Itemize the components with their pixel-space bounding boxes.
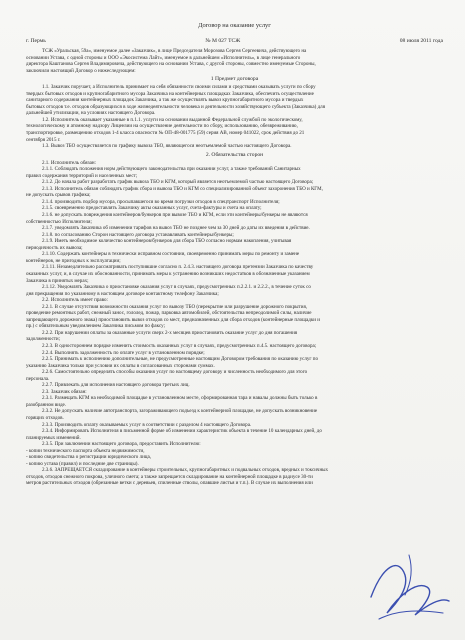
paragraph-line: 2.1.6. не допускать повреждения контейнеров/бункеров при вывозе ТБО и КГМ, если эти контейнеры/бункеры не являются [42, 212, 308, 219]
paragraph-line: основании Устава, с одной стороны и ООО «Экосистема Лайт», именуемое в дальнейшем «Исполнитель», в лице генерального [26, 54, 301, 61]
paragraph-line: технологическому и атомному надзору Лицензии на осуществление деятельности по сбору, использованию, обезвреживанию, [26, 123, 298, 130]
section-1-title: 1 Предмет договора [210, 76, 259, 83]
paragraph-line: указанию Заказчика только при условии их оплаты в согласованных сторонами суммах. [26, 362, 215, 369]
paragraph-line: бытовых отходов т.е. отходов образующихся в ходе жизнедеятельности человека и деятельности хозяйствующего субъекта (Заказчика) для [26, 103, 326, 110]
paragraph-line: 2.2.7. Привлекать для исполнения настоящего договора третьих лиц. [42, 382, 190, 389]
paragraph-line: оказанных услуг, и, в случае их обоснованности, принимать меры к устранению возникших недостатков в обозначенные указанием [26, 270, 310, 277]
document-number: № М 027 ТСЖ [205, 38, 241, 44]
paragraph-line: 2.2.2. При нарушении оплаты за оказанные услуги сверх 2-х месяцев приостановить оказание услуг до дня погашения [42, 329, 298, 336]
paragraph-line: дня прекращения по указанному в настоящем договоре контактному телефону Заказчика; [26, 290, 219, 297]
paragraph-line: 2.2.1. В случае отсутствия возможности оказания услуг по вывозу ТБО (перекрытие или разрушение дорожного покрытия, [42, 303, 308, 310]
document-intro [26, 48, 443, 74]
paragraph-line: 2.1.10. Содержать контейнеры в технически исправном состоянии, своевременно принимать меры по ремонту и замене [42, 251, 300, 258]
paragraph-line: собственностью Исполнителя; [26, 218, 92, 225]
paragraph-line: правил содержания территорий и населенных мест; [26, 172, 138, 179]
paragraph-line: отходов, отходов снежного покрова, уличного смета; а также запрещается складирование на контейнерной площадке в радиусе 30-ти [26, 473, 313, 480]
document-meta [26, 38, 443, 45]
paragraph-line: 2.2. Исполнитель имеет право: [42, 297, 108, 304]
paragraph-line: запрещающего дорожного знака) приостановить вывоз отходов со мест, предназначенных для сбора отходов (контейнерные площадки и [26, 316, 320, 323]
paragraph-line: санитарного содержания контейнерных площадок Заказчика, а так же осуществлять вывоз крупногабаритного мусора и твердых [26, 97, 304, 104]
paragraph-line: 2.3.3. Производить оплату оказываемых услуг в соответствии с разделом 4 настоящего Договора. [42, 421, 252, 428]
paragraph-line: 2.3.2. Не допускать наличие автотранспорта, загораживающего подъезд к контейнерной площадке, не допускать возникновение [42, 408, 318, 415]
section-1-body [26, 84, 443, 149]
section-2-title: 2. Обязательства сторон [205, 151, 264, 158]
document-title: Договор на оказание услуг [198, 22, 271, 29]
paragraph-line: 2.1.11. Незамедлительно рассматривать поступившие согласно п. 2.4.3. настоящего договора претензии Заказчика по качеству [42, 264, 314, 271]
paragraph-line: 2.1.8. по согласованию Сторон настоящего договора устанавливать контейнеры/бункеры; [42, 231, 234, 238]
paragraph-line: 2.3.1. Размещать КГМ на необходимой площадке в установленном месте, сформированная тара и навалы должны быть только в [42, 395, 318, 402]
paragraph-line: 1.2. Исполнитель оказывает указанные в п.1.1. услуги на основании выданной Федеральной службой по экологическому, [42, 116, 303, 123]
paragraph-line: 2.1.4. производить подбор мусора, просыпавшегося во время погрузки отходов в спецтранспорт Исполнителя; [42, 198, 280, 205]
paragraph-line: 2.1.7. уведомлять Заказчика об изменении тарифов на вывоз ТБО не позднее чем за 30 дней до даты их введения в действие. [42, 225, 310, 232]
paragraph-line: 1.1. Заказчик поручает, а Исполнитель принимает на себя обязанности своими силами и средствами оказывать услуги по сбору [42, 84, 316, 91]
paragraph-line: периодичность их вывоза; [26, 244, 83, 251]
paragraph-line: персонала. [26, 375, 50, 382]
paragraph-line: 2.1.3. Исполнитель обязан соблюдать график сбора и вывоза ТБО и КГМ со специализированной объект захоронения ТБО и КГМ, [42, 185, 323, 192]
paragraph-line: 2.1.1. Соблюдать положения норм действующего законодательства при оказании услуг, а также требований Санитарных [42, 166, 301, 173]
paragraph-line: контейнеров, не пригодных к эксплуатации; [26, 257, 121, 264]
paragraph-line: 2.1.5. своевременно предоставлять Заказчику акты оказанных услуг, счета-фактуры и счета на оплату; [42, 205, 262, 212]
paragraph-line: 2.2.5. Принимать к исполнению дополнительные, не предусмотренные настоящим Договором требования по оказанию услуг по [42, 356, 318, 363]
paragraph-line: Заказчика в принятых мерах; [26, 277, 89, 284]
paragraph-line: заключили настоящий Договор о нижеследующем: [26, 67, 136, 74]
paragraph-line: 2.1.12. Уведомлять Заказчика о приостановке оказания услуг в случаях, предусмотренных п.2.2.1. и 2.2.2., в течение суток со [42, 284, 311, 291]
paragraph-line: 2.3.6. ЗАПРЕЩАЕТСЯ складирование в контейнеры строительных, крупногабаритных и подвальных отходов, вредных и токсичных [42, 467, 329, 474]
paragraph-line: пр.) с обязательным уведомлением Заказчика письмом по факсу; [26, 323, 165, 330]
paragraph-line: 2.3.4. Информировать Исполнителя в письменной форме об изменении характеристик объекта в течение 10 календарных дней, до [42, 428, 322, 435]
paragraph-line: - копию устава (правил) и последние две страницы). [26, 460, 139, 467]
paragraph-line: разобранном виде. [26, 401, 67, 408]
paragraph-line: проведение ремонтных работ, снежный занос, гололед, пожар, парковка автомобилей, обстоятельства непреодолимой силы, наличие [26, 310, 312, 317]
paragraph-line: планируемых изменений. [26, 434, 81, 441]
paragraph-line: директора Каштанова Сергея Владимировича, действующего на основании Устава, с другой стороны, совместно именуемые Стороны, [26, 61, 316, 68]
paragraph-line: 2.1.9. Иметь необходимое количество контейнеров/бункеров для сбора ТБО согласно нормам накопления, учитывая [42, 238, 292, 245]
paragraph-line: горящих отходов. [26, 414, 64, 421]
paragraph-line: 2.3. Заказчик обязан: [42, 388, 87, 395]
paragraph-line: 2.2.6. Самостоятельно определять способы оказания услуг по настоящему договору и численность необходимого для этого [42, 369, 308, 376]
paragraph-line: 2.2.3. В одностороннем порядке изменить стоимость оказанных услуг в случаях, предусмотренных п.4.5. настоящего договора; [42, 342, 317, 349]
handwritten-signature [365, 535, 455, 635]
paragraph-line: - копии технического паспорта объекта недвижимости, [26, 447, 145, 454]
paragraph-line: дальнейшей утилизации, на условиях настоящего Договора. [26, 110, 156, 117]
paragraph-line: 2.3.5. При заключении настоящего договора, предоставить Исполнителю: [42, 441, 201, 448]
paragraph-line: задолженности; [26, 336, 61, 343]
document-city: г. Пермь [26, 38, 46, 44]
document-date: 08 июля 2011 года [399, 38, 443, 44]
paragraph-line: 2.2.4. Выполнять задолженность по оплате услуг в установленном порядке; [42, 349, 205, 356]
paragraph-line: - копию свидетельства о регистрации юридического лица, [26, 454, 151, 461]
paragraph-line: транспортировке, размещению отходов 1-4 класса опасности № ОП-48-001775 (59) серия АВ, номер 041022, срок действия до 21 [26, 130, 305, 137]
paragraph-line: 1.3. Вывоз ТБО осуществляется по графику вывоза ТБО, являющегося неотъемлемой частью настоящего Договора. [42, 143, 292, 150]
paragraph-line: 2.1.2. До начала работ разработать график вывоза ТБО и КГМ, который является неотъемлемой частью настоящего Договора; [42, 179, 314, 186]
paragraph-line: твердых бытовых отходов и крупногабаритного мусора Заказчика на контейнерных площадках Заказчика, обеспечить осуществление [26, 90, 314, 97]
section-2-body [26, 160, 443, 487]
paragraph-line: 2.1. Исполнитель обязан: [42, 159, 96, 166]
paragraph-line: сентября 2015 г. [26, 136, 61, 143]
paragraph-line: ТСЖ «Уральская, 59а», именуемое далее «Заказчик», в лице Председателя Морозова Сергея Сергеевича, действующего на [42, 48, 307, 54]
paragraph-line: метров растительных отходов (обрезанные ветки с деревьев, спиленные стволы, опавшие листья и т.п.). В случае их выполнения или [26, 480, 313, 487]
paragraph-line: не допускать срывов графика; [26, 192, 91, 199]
